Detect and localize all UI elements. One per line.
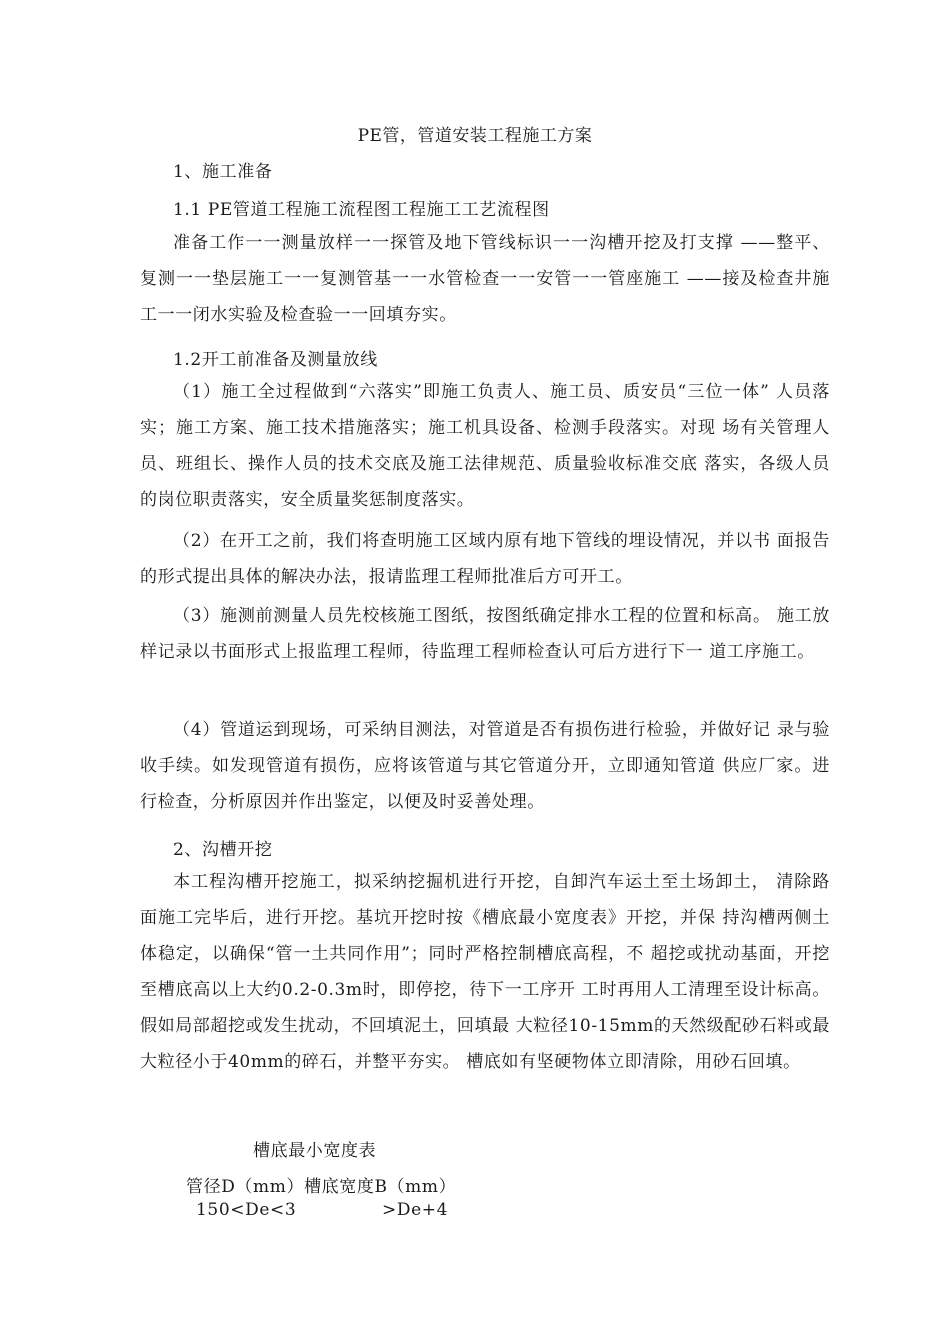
paragraph-item-3: （3）施测前测量人员先校核施工图纸，按图纸确定排水工程的位置和标高。 施工放样记录以书面形式上报监理工程师，待监理工程师检查认可后方进行下一 道工序施工。 [140, 606, 830, 662]
trench-excavation-paragraph: 本工程沟槽开挖施工，拟采纳挖掘机进行开挖，自卸汽车运土至土场卸土， 清除路面施工完毕后，进行开挖。基坑开挖时按《槽底最小宽度表》开挖，并保 持沟槽两侧土体稳定，以确保“管一土共同作用”；同时严格控制槽底高程，不 超挖或扰动基面，开挖至槽底高以上大约0.2-0.3m时，即停挖，待下一工序开 工时再用人工清理至设计标高。假如局部超挖或发生扰动，不回填泥土，回填最 大粒径10-15mm的天然级配砂石料或最大粒径小于40mm的碎石，并整平夯实。 槽底如有坚硬物体立即清除，用砂石回填。 [140, 872, 830, 1072]
table-header: 管径D（mm）槽底宽度B（mm） [186, 1177, 457, 1197]
subsection-heading-1-2: 1.2开工前准备及测量放线 [173, 350, 378, 370]
subsection-heading-1-1: 1.1 PE管道工程施工流程图工程施工工艺流程图 [173, 200, 550, 220]
table-cell-pipe-diameter: 150<De<3 [196, 1200, 297, 1220]
document-title: PE管，管道安装工程施工方案 [357, 126, 593, 146]
paragraph-item-4: （4）管道运到现场，可采纳目测法，对管道是否有损伤进行检验，并做好记 录与验收手续。如发现管道有损伤，应将该管道与其它管道分开，立即通知管道 供应厂家。进行检查，分析原因并作出鉴定，以便及时妥善处理。 [140, 720, 830, 812]
paragraph-item-2: （2）在开工之前，我们将查明施工区域内原有地下管线的埋设情况，并以书 面报告的形式提出具体的解决办法，报请监理工程师批准后方可开工。 [140, 531, 830, 587]
paragraph-item-1: （1）施工全过程做到“六落实”即施工负责人、施工员、质安员“三位一体” 人员落实；施工方案、施工技术措施落实；施工机具设备、检测手段落实。对现 场有关管理人员、班组长、操作人员的技术交底及施工法律规范、质量验收标准交底 落实，各级人员的岗位职责落实，安全质量奖惩制度落实。 [140, 382, 830, 510]
process-flow-paragraph: 准备工作一一测量放样一一探管及地下管线标识一一沟槽开挖及打支撑 ——整平、复测一一垫层施工一一复测管基一一水管检查一一安管一一管座施工 ——接及检查井施工一一闭水实验及检查验一一回填夯实。 [140, 233, 830, 325]
table-cell-trench-width: >De+4 [382, 1200, 448, 1220]
section-heading-1: 1、施工准备 [173, 162, 273, 182]
section-heading-2: 2、沟槽开挖 [173, 840, 273, 860]
table-caption: 槽底最小宽度表 [253, 1141, 377, 1161]
